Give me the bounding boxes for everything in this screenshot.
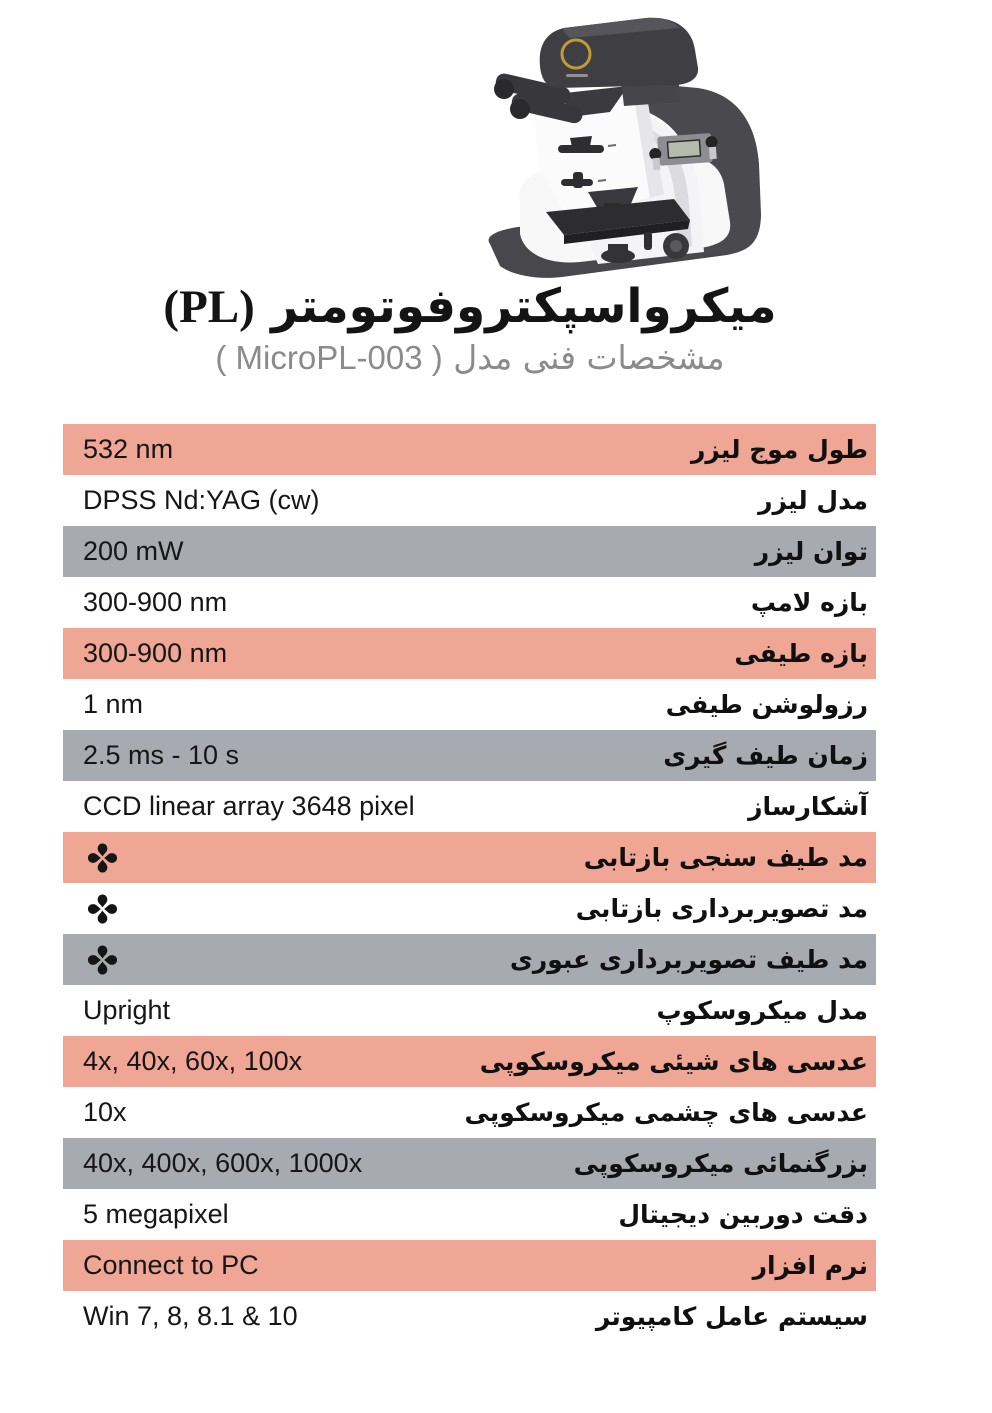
spec-value: 1 nm	[83, 689, 144, 719]
spec-value: 2.5 ms - 10 s	[83, 740, 240, 770]
spec-table	[63, 424, 876, 1342]
spec-row-magnification	[63, 1138, 876, 1189]
spec-value: 5 megapixel	[83, 1199, 229, 1229]
spec-value: 4x, 40x, 60x, 100x	[83, 1046, 303, 1076]
spec-label: بازه لامپ	[750, 588, 868, 617]
spec-label: نرم افزار	[752, 1251, 868, 1280]
spec-row-spectral-range	[63, 628, 876, 679]
spec-label: آشکارساز	[748, 792, 868, 821]
spec-label: مدل لیزر	[758, 486, 868, 515]
spec-value: Upright	[83, 995, 171, 1025]
spec-value: 532 nm	[83, 434, 174, 464]
spec-value: 300-900 nm	[83, 638, 228, 668]
spec-label: سیستم عامل کامپیوتر	[595, 1302, 868, 1331]
spec-value: DPSS Nd:YAG (cw)	[83, 485, 320, 515]
spec-label: بزرگنمائی میکروسکوپی	[573, 1149, 868, 1178]
spec-value: Connect to PC	[83, 1250, 259, 1280]
spec-label: عدسی های چشمی میکروسکوپی	[464, 1098, 868, 1127]
camera-brand-mark	[566, 74, 588, 77]
spec-row-camera-resolution	[63, 1189, 876, 1240]
spec-row-reflective-spectroscopy-mode	[63, 832, 876, 883]
spec-row-objective-lenses	[63, 1036, 876, 1087]
spec-row-eyepiece-lenses	[63, 1087, 876, 1138]
spec-label: زمان طیف گیری	[663, 741, 868, 770]
spec-value: 40x, 400x, 600x, 1000x	[83, 1148, 363, 1178]
page-title-fa: میکرواسپکتروفوتومتر	[271, 279, 777, 334]
header	[0, 280, 940, 377]
spec-row-detector	[63, 781, 876, 832]
spec-value: Win 7, 8, 8.1 & 10	[83, 1301, 298, 1331]
spec-label: مد طیف تصویربرداری عبوری	[509, 945, 868, 974]
spec-label: مد طیف سنجی بازتابی	[583, 843, 868, 872]
page-title-en: (PL)	[163, 281, 255, 333]
spec-value: 200 mW	[83, 536, 184, 566]
spec-label: دقت دوربین دیجیتال	[618, 1200, 868, 1229]
spec-label: توان لیزر	[754, 537, 868, 566]
spec-row-laser-power	[63, 526, 876, 577]
spec-row-transmission-imaging-mode	[63, 934, 876, 985]
spec-row-operating-system	[63, 1291, 876, 1342]
spec-value: 300-900 nm	[83, 587, 228, 617]
microscope-image	[440, 6, 780, 291]
page-subtitle	[0, 338, 940, 377]
spec-row-software	[63, 1240, 876, 1291]
four-petal-check-icon	[87, 943, 118, 977]
spec-label: بازه طیفی	[734, 639, 868, 668]
spec-row-microscope-model	[63, 985, 876, 1036]
spec-value	[63, 841, 118, 875]
spec-label: طول موج لیزر	[690, 435, 868, 464]
spec-row-spectral-resolution	[63, 679, 876, 730]
spec-value	[63, 892, 118, 926]
spec-value	[63, 943, 118, 977]
spec-label: مد تصویربرداری بازتابی	[575, 894, 868, 923]
four-petal-check-icon	[87, 892, 118, 926]
four-petal-check-icon	[87, 841, 118, 875]
page-subtitle-fa: مشخصات فنی مدل	[453, 338, 725, 378]
spec-label: عدسی های شیئی میکروسکوپی	[479, 1047, 868, 1076]
spec-label: مدل میکروسکوپ	[656, 996, 868, 1025]
spec-row-acquisition-time	[63, 730, 876, 781]
spec-row-laser-model	[63, 475, 876, 526]
page-title	[0, 280, 940, 334]
spec-value: CCD linear array 3648 pixel	[83, 791, 415, 821]
microscope-illustration	[440, 6, 780, 291]
spec-label: رزولوشن طیفی	[665, 690, 868, 719]
spec-row-reflective-imaging-mode	[63, 883, 876, 934]
spec-value: 10x	[83, 1097, 127, 1127]
spec-row-lamp-range	[63, 577, 876, 628]
spec-row-laser-wavelength	[63, 424, 876, 475]
page-subtitle-model: ( MicroPL-003 )	[215, 339, 443, 377]
